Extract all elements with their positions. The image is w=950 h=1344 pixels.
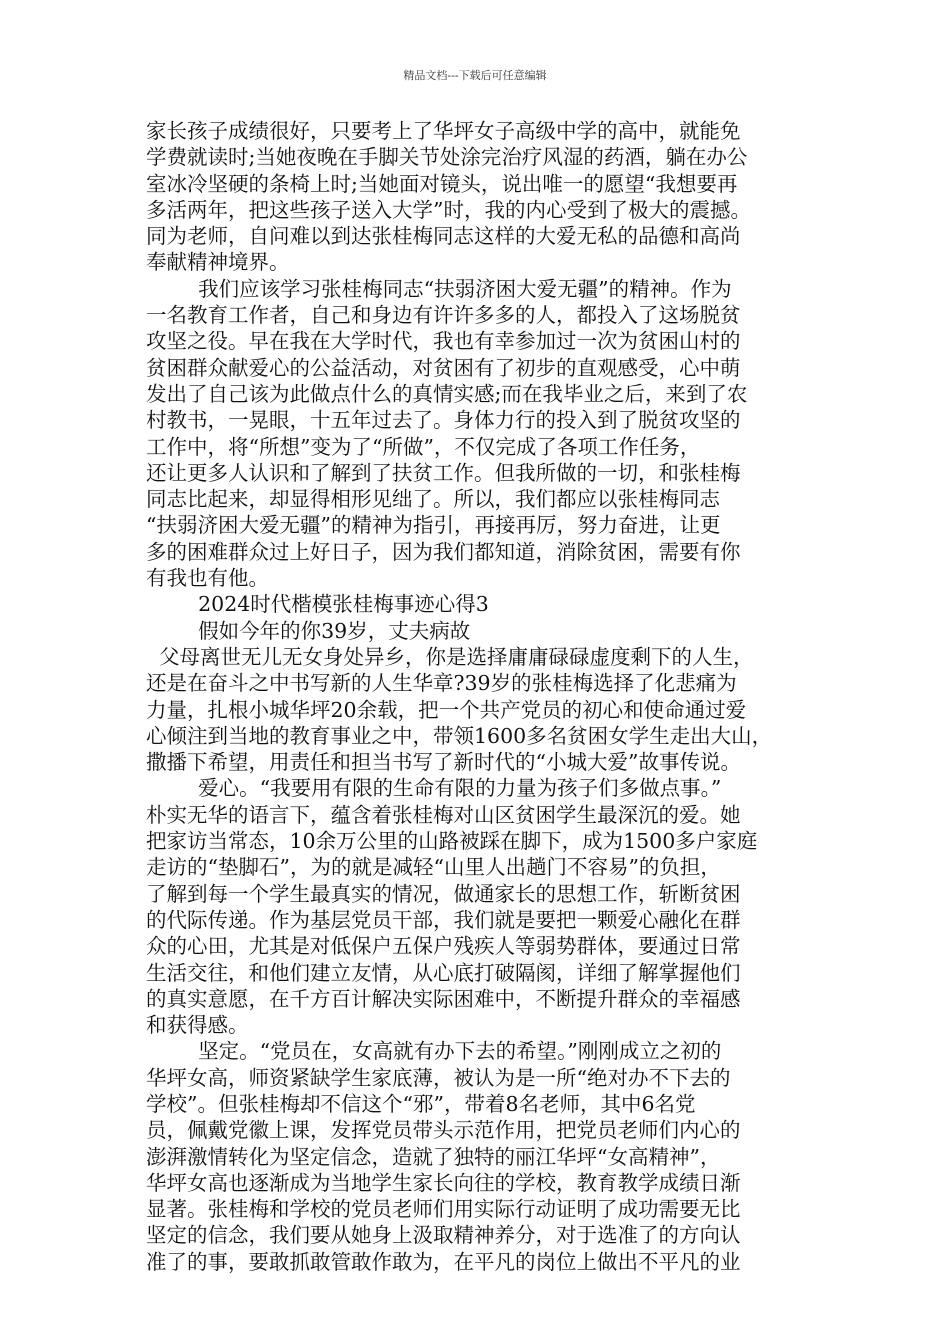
text-line: 家长孩子成绩很好，只要考上了华坪女子高级中学的高中，就能免	[146, 119, 741, 143]
document-body	[146, 118, 814, 1275]
text-line: 学校”。但张桂梅却不信这个“邪”，带着8名老师，其中6名党	[146, 1091, 696, 1116]
text-line: 室冰冷坚硬的条椅上时;当她面对镜头，说出唯一的愿望“我想要再	[146, 171, 738, 196]
text-line: 学费就读时;当她夜晚在手脚关节处涂完治疗风湿的药酒，躺在办公	[146, 145, 748, 170]
text-line: 华坪女高，师资紧缺学生家底薄，被认为是一所“绝对办不下去的	[146, 1065, 731, 1090]
text-line: 准了的事，要敢抓敢管敢作敢为，在平凡的岗位上做出不平凡的业	[146, 1249, 741, 1274]
page-header: 精品文档---下载后可任意编辑	[403, 69, 547, 82]
text-line: 一名教育工作者，自己和身边有许许多多的人，都投入了这场脱贫	[146, 303, 741, 328]
text-line: 的代际传递。作为基层党员干部，我们就是要把一颗爱心融化在群	[146, 907, 741, 932]
text-line: 父母离世无儿无女身处异乡，你是选择庸庸碌碌虚度剩下的人生，	[146, 644, 754, 669]
text-line: 发出了自己该为此做点什么的真情实感;而在我毕业之后，来到了农	[146, 381, 748, 406]
text-line: 村教书，一晃眼，十五年过去了。身体力行的投入到了脱贫攻坚的	[146, 408, 741, 433]
text-line: 众的心田，尤其是对低保户五保户残疾人等弱势群体，要通过日常	[146, 934, 741, 959]
text-line: 工作中，将“所想”变为了“所做”，不仅完成了各项工作任务，	[146, 434, 701, 459]
text-line: 还是在奋斗之中书写新的人生华章?39岁的张桂梅选择了化悲痛为	[146, 671, 737, 696]
text-line: 澎湃激情转化为坚定信念，造就了独特的丽江华坪“女高精神”，	[146, 1144, 721, 1169]
text-line: 员，佩戴党徽上课，发挥党员带头示范作用，把党员老师们内心的	[146, 1118, 741, 1143]
text-line: 把家访当常态，10余万公里的山路被踩在脚下，成为1500多户家庭	[146, 829, 758, 854]
text-line: 坚定。“党员在，女高就有办下去的希望。”刚刚成立之初的	[146, 1039, 722, 1064]
text-line: 假如今年的你39岁，丈夫病故	[146, 618, 471, 643]
text-line: 同为老师，自问难以到达张桂梅同志这样的大爱无私的品德和高尚	[146, 224, 741, 249]
text-line: 爱心。“我要用有限的生命有限的力量为孩子们多做点事。”	[146, 776, 722, 801]
text-line: 攻坚之役。早在我在大学时代，我也有幸参加过一次为贫困山村的	[146, 329, 741, 354]
text-line: 我们应该学习张桂梅同志“扶弱济困大爱无疆”的精神。作为	[146, 276, 732, 301]
text-line: 朴实无华的语言下，蕴含着张桂梅对山区贫困学生最深沉的爱。她	[146, 802, 741, 827]
text-line: 还让更多人认识和了解到了扶贫工作。但我所做的一切，和张桂梅	[146, 460, 741, 485]
text-line: 显著。张桂梅和学校的党员老师们用实际行动证明了成功需要无比	[146, 1197, 741, 1222]
text-line: 撒播下希望，用责任和担当书写了新时代的“小城大爱”故事传说。	[146, 750, 741, 775]
text-line: 心倾注到当地的教育事业之中，带领1600多名贫困女学生走出大山，	[146, 723, 773, 748]
text-line: “扶弱济困大爱无疆”的精神为指引，再接再厉，努力奋进，让更	[146, 513, 721, 538]
text-line: 多的困难群众过上好日子，因为我们都知道，消除贫困，需要有你	[146, 539, 741, 564]
text-line: 走访的“垫脚石”，为的就是减轻“山里人出趟门不容易”的负担，	[146, 855, 721, 880]
text-line: 了解到每一个学生最真实的情况，做通家长的思想工作，斩断贫困	[146, 881, 741, 906]
text-line: 和获得感。	[146, 1013, 249, 1038]
text-line: 的真实意愿，在千方百计解决实际困难中，不断提升群众的幸福感	[146, 986, 741, 1011]
text-line: 贫困群众献爱心的公益活动，对贫困有了初步的直观感受，心中萌	[146, 355, 741, 380]
text-line: 力量，扎根小城华坪20余载，把一个共产党员的初心和使命通过爱	[146, 697, 747, 722]
text-line: 华坪女高也逐渐成为当地学生家长向往的学校，教育教学成绩日渐	[146, 1170, 741, 1195]
text-line: 坚定的信念，我们要从她身上汲取精神养分，对于选准了的方向认	[146, 1223, 741, 1248]
text-line: 2024时代楷模张桂梅事迹心得3	[146, 592, 489, 617]
text-line: 同志比起来，却显得相形见绌了。所以，我们都应以张桂梅同志	[146, 487, 720, 512]
text-line: 奉献精神境界。	[146, 250, 290, 275]
text-line: 有我也有他。	[146, 566, 269, 591]
text-line: 多活两年，把这些孩子送入大学”时，我的内心受到了极大的震撼。	[146, 197, 751, 222]
text-line: 生活交往，和他们建立友情，从心底打破隔阂，详细了解掌握他们	[146, 960, 741, 985]
